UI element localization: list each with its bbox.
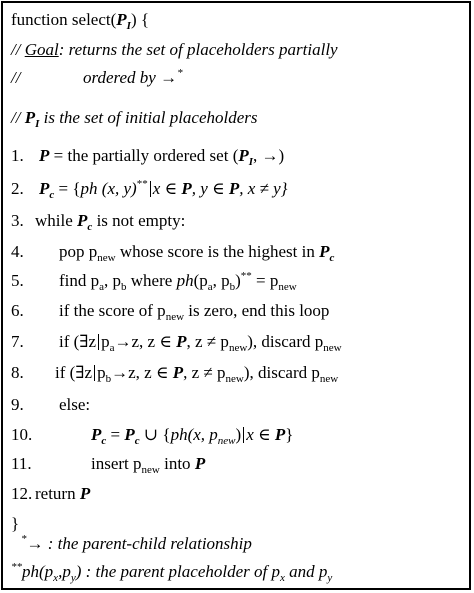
algorithm-box <box>1 1 471 590</box>
line-number: 5. <box>11 271 24 290</box>
comment-initial <box>11 107 258 129</box>
var-p: P <box>194 454 206 473</box>
line-5 <box>11 270 297 292</box>
close-paren: ) <box>235 425 242 444</box>
line-2-eq: = { <box>54 179 81 198</box>
comment-ordered <box>11 67 20 89</box>
function-open-brace: ) { <box>130 10 150 29</box>
line-4-text: pop p <box>59 242 98 261</box>
eq-p: = p <box>251 271 279 290</box>
line-11 <box>11 453 205 475</box>
x-p: (x, p <box>187 425 218 444</box>
var-pc-sub: c <box>87 221 93 233</box>
comment-prefix: // <box>11 108 25 127</box>
var-pc: P <box>39 179 50 198</box>
comment-prefix: // <box>11 68 21 87</box>
new-sub: new <box>278 281 297 293</box>
close-paren: ) <box>235 271 241 290</box>
footnote-1-text: → : the parent-child relationship <box>26 534 252 553</box>
footnote-2-d: and p <box>284 562 328 581</box>
line-7 <box>11 331 342 353</box>
new-sub: new <box>225 373 244 385</box>
sub-b: b <box>121 281 127 293</box>
union: ∪ { <box>139 425 171 444</box>
line-1-text: = the partially ordered set ( <box>49 146 239 165</box>
sub-a: a <box>207 281 213 293</box>
line-6-text: if the score of p <box>59 301 166 320</box>
else-keyword: else: <box>59 395 91 414</box>
line-4-text-end: whose score is the highest in <box>115 242 320 261</box>
set-bar <box>94 365 95 381</box>
line-1 <box>11 145 284 167</box>
var-p: P <box>39 146 50 165</box>
line-9 <box>11 394 90 416</box>
ph-sup: ** <box>136 178 148 190</box>
footnote-1 <box>21 533 252 555</box>
footnote-2-mark: ** <box>11 561 22 573</box>
sub-y: y <box>327 572 333 584</box>
line-1-text-end: , →) <box>253 146 285 165</box>
p-text: p <box>101 332 110 351</box>
line-number: 2. <box>11 179 24 198</box>
line-6-text-end: is zero, end this loop <box>184 301 330 320</box>
insert-text: insert p <box>91 454 142 473</box>
function-arg-sub: I <box>126 20 131 32</box>
neq-p: , z ≠ p <box>183 363 226 382</box>
new-sub: new <box>319 373 339 385</box>
discard-text: ), discard p <box>247 332 324 351</box>
var-pc-sub: c <box>329 252 335 264</box>
footnote-1-mark: * <box>21 533 27 545</box>
initial-text: is the set of initial placeholders <box>39 108 258 127</box>
line-8 <box>11 362 338 384</box>
comment-prefix: // <box>11 40 25 59</box>
ph-fn: ph <box>170 425 188 444</box>
line-number: 8. <box>11 363 24 382</box>
arrow-z: →z, z ∈ <box>114 332 177 351</box>
var-pc-sub: c <box>49 189 55 201</box>
sub-b: b <box>229 281 236 293</box>
ph-expr: ph (x, y) <box>80 179 137 198</box>
var-p: P <box>176 332 187 351</box>
footnote-2-b: ,p <box>58 562 71 581</box>
set-bar <box>98 334 99 350</box>
var-pc: P <box>124 425 135 444</box>
pi-var: P <box>24 108 36 127</box>
return-keyword: return <box>35 484 80 503</box>
new-sub: new <box>217 435 236 447</box>
new-sub: new <box>228 342 248 354</box>
var-pi-sub: I <box>248 156 254 168</box>
line-number: 7. <box>11 332 24 351</box>
line-2-y: , y ∈ <box>191 179 229 198</box>
comma-p: , p <box>104 271 122 290</box>
goal-label: Goal <box>24 40 59 59</box>
x-in: x ∈ <box>246 425 275 444</box>
pi-sub: I <box>35 118 40 130</box>
line-3 <box>11 210 185 232</box>
line-number: 12. <box>11 484 33 503</box>
comment-goal <box>11 39 338 61</box>
exists-z: if (∃z <box>59 332 97 351</box>
var-p: P <box>228 179 240 198</box>
line-number: 3. <box>11 211 24 230</box>
sub-x: x <box>279 572 285 584</box>
ph-sup: ** <box>240 270 252 282</box>
function-header <box>11 9 149 31</box>
line-number: 11. <box>11 454 32 473</box>
line-4 <box>11 241 334 263</box>
function-keyword: function select( <box>11 10 117 29</box>
new-sub: new <box>165 311 185 323</box>
discard-text: ), discard p <box>243 363 320 382</box>
exists-z: if (∃z <box>55 363 93 382</box>
ordered-text: ordered by → <box>83 68 178 87</box>
line-12 <box>11 483 90 505</box>
var-pc: P <box>77 211 88 230</box>
arrow-z: →z, z ∈ <box>111 363 173 382</box>
function-close-brace <box>11 513 19 535</box>
line-number: 1. <box>11 146 24 165</box>
line-3-text: is not empty: <box>92 211 186 230</box>
new-sub: new <box>97 252 116 264</box>
new-sub: new <box>323 342 342 354</box>
var-p: P <box>172 363 184 382</box>
into-text: into <box>159 454 195 473</box>
line-2-end: , x ≠ y} <box>239 179 288 198</box>
close-brace: } <box>11 514 20 533</box>
line-2-x: x ∈ <box>152 179 182 198</box>
line-2 <box>11 178 288 200</box>
var-p: P <box>79 484 91 503</box>
footnote-2-a: ph(p <box>22 562 54 581</box>
ph-fn: ph <box>176 271 194 290</box>
sub-a: a <box>99 281 105 293</box>
var-p: P <box>274 425 286 444</box>
line-6 <box>11 300 329 322</box>
function-arg: P <box>116 10 127 29</box>
line-number: 6. <box>11 301 24 320</box>
footnote-2-c: ) : the parent placeholder of p <box>75 562 280 581</box>
var-pc-sub: c <box>101 435 107 447</box>
line-10 <box>11 424 293 446</box>
set-bar <box>150 181 151 197</box>
p-text: p <box>97 363 106 382</box>
sub-b: b <box>105 373 112 385</box>
var-pc: P <box>319 242 330 261</box>
find-text: find p <box>59 271 100 290</box>
sub-a: a <box>109 342 115 354</box>
where-text: where <box>126 271 177 290</box>
paren-p: (p <box>193 271 208 290</box>
footnote-2 <box>11 561 332 583</box>
var-pc-sub: c <box>134 435 140 447</box>
comma-p: , p <box>212 271 230 290</box>
close-brace: } <box>285 425 294 444</box>
var-p: P <box>181 179 192 198</box>
neq-p: , z ≠ p <box>186 332 229 351</box>
new-sub: new <box>141 464 160 476</box>
comment-ordered-text <box>83 67 183 89</box>
set-bar <box>243 427 244 443</box>
sub-y: y <box>70 572 76 584</box>
eq: = <box>106 425 125 444</box>
sub-x: x <box>53 572 59 584</box>
while-keyword: while <box>35 211 78 230</box>
line-number: 9. <box>11 395 24 414</box>
line-number: 10. <box>11 425 33 444</box>
ordered-sup: * <box>177 67 183 79</box>
var-pc: P <box>91 425 102 444</box>
line-number: 4. <box>11 242 24 261</box>
goal-text: : returns the set of placeholders partially <box>58 40 338 59</box>
var-pi: P <box>238 146 249 165</box>
